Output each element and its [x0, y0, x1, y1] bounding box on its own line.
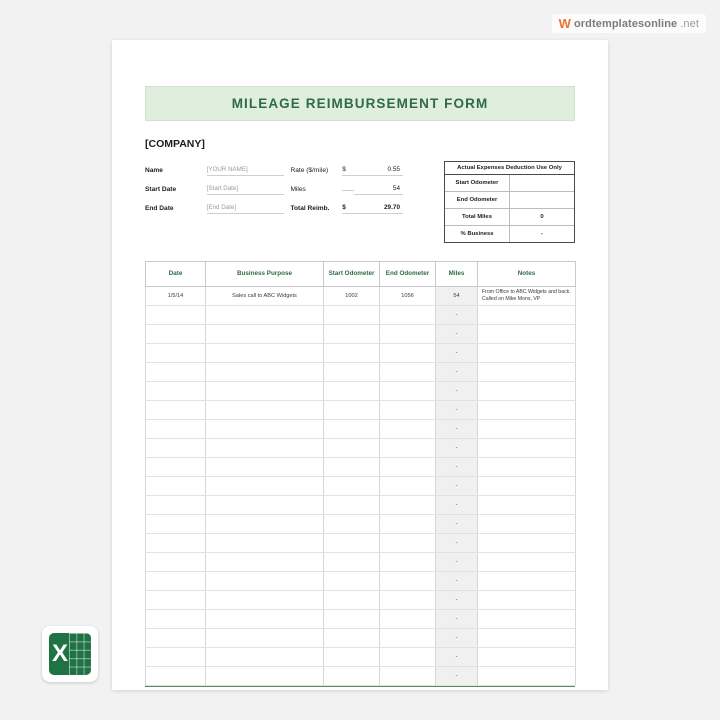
cell-notes[interactable]	[478, 477, 576, 496]
actual-expenses-header: Actual Expenses Deduction Use Only	[445, 162, 574, 175]
cell-business-purpose[interactable]	[206, 648, 324, 667]
table-row[interactable]	[146, 572, 576, 591]
info-row-end-date	[145, 199, 403, 218]
cell-start-odometer[interactable]	[324, 648, 380, 667]
cell-notes[interactable]	[478, 363, 576, 382]
watermark	[552, 14, 706, 33]
cell-end-odometer[interactable]	[380, 648, 436, 667]
cell-date[interactable]	[146, 306, 206, 325]
cell-miles[interactable]: -	[436, 401, 478, 420]
cell-end-odometer[interactable]	[380, 306, 436, 325]
cell-notes[interactable]	[478, 420, 576, 439]
miles-value[interactable]: 54	[354, 185, 403, 195]
form-title-banner	[145, 86, 575, 121]
cell-business-purpose[interactable]	[206, 420, 324, 439]
actual-start-odometer-value[interactable]	[510, 175, 574, 191]
cell-business-purpose[interactable]	[206, 553, 324, 572]
table-row[interactable]	[146, 287, 576, 306]
cell-business-purpose[interactable]	[206, 344, 324, 363]
watermark-initial: W	[558, 16, 571, 31]
cell-end-odometer[interactable]	[380, 477, 436, 496]
total-reimbursement-value[interactable]: 29.70	[354, 204, 403, 214]
column-header-miles: Miles	[436, 262, 478, 287]
cell-end-odometer[interactable]	[380, 496, 436, 515]
cell-date[interactable]	[146, 439, 206, 458]
cell-miles[interactable]: -	[436, 629, 478, 648]
cell-business-purpose[interactable]	[206, 306, 324, 325]
info-row-start-date	[145, 180, 403, 199]
cell-miles[interactable]: -	[436, 363, 478, 382]
cell-notes[interactable]: From Office to ABC Widgets and back. Called on Mike Mons, VP	[478, 287, 576, 306]
cell-business-purpose[interactable]	[206, 477, 324, 496]
cell-end-odometer[interactable]	[380, 572, 436, 591]
cell-start-odometer[interactable]	[324, 629, 380, 648]
column-header-end-odometer: End Odometer	[380, 262, 436, 287]
cell-end-odometer[interactable]	[380, 458, 436, 477]
cell-notes[interactable]	[478, 572, 576, 591]
table-body	[146, 287, 576, 686]
cell-end-odometer[interactable]	[380, 325, 436, 344]
table-row[interactable]	[146, 496, 576, 515]
cell-date[interactable]	[146, 344, 206, 363]
table-row[interactable]	[146, 515, 576, 534]
cell-miles[interactable]: -	[436, 534, 478, 553]
cell-date[interactable]	[146, 534, 206, 553]
end-date-field[interactable]: [End Date]	[207, 204, 285, 214]
cell-notes[interactable]	[478, 648, 576, 667]
cell-start-odometer[interactable]	[324, 401, 380, 420]
cell-notes[interactable]	[478, 629, 576, 648]
table-row[interactable]	[146, 458, 576, 477]
cell-start-odometer[interactable]	[324, 534, 380, 553]
cell-end-odometer[interactable]	[380, 515, 436, 534]
cell-miles[interactable]: -	[436, 610, 478, 629]
actual-row-start-odometer	[445, 175, 574, 192]
end-date-label: End Date	[145, 205, 174, 212]
cell-miles[interactable]: -	[436, 420, 478, 439]
name-label: Name	[145, 167, 163, 174]
name-field[interactable]: [YOUR NAME]	[207, 166, 285, 176]
table-row[interactable]	[146, 363, 576, 382]
cell-miles[interactable]: -	[436, 439, 478, 458]
cell-date[interactable]	[146, 477, 206, 496]
cell-end-odometer[interactable]	[380, 439, 436, 458]
cell-end-odometer[interactable]	[380, 401, 436, 420]
cell-date[interactable]	[146, 363, 206, 382]
cell-notes[interactable]	[478, 553, 576, 572]
info-fields	[145, 161, 403, 218]
cell-date[interactable]	[146, 382, 206, 401]
cell-date[interactable]	[146, 458, 206, 477]
miles-label: Miles	[290, 186, 306, 193]
cell-miles[interactable]: -	[436, 344, 478, 363]
cell-end-odometer[interactable]	[380, 363, 436, 382]
actual-total-miles-value: 0	[540, 214, 544, 220]
cell-business-purpose[interactable]	[206, 667, 324, 686]
cell-business-purpose[interactable]	[206, 534, 324, 553]
cell-start-odometer[interactable]	[324, 325, 380, 344]
cell-date[interactable]	[146, 648, 206, 667]
cell-date[interactable]	[146, 610, 206, 629]
table-row[interactable]	[146, 534, 576, 553]
cell-end-odometer[interactable]	[380, 610, 436, 629]
cell-notes[interactable]	[478, 401, 576, 420]
spreadsheet-grid-icon	[69, 633, 91, 675]
table-row[interactable]	[146, 477, 576, 496]
cell-start-odometer[interactable]	[324, 572, 380, 591]
cell-miles[interactable]: -	[436, 515, 478, 534]
cell-business-purpose[interactable]	[206, 610, 324, 629]
cell-business-purpose[interactable]: Sales call to ABC Widgets	[206, 287, 324, 306]
cell-start-odometer[interactable]	[324, 306, 380, 325]
actual-row-end-odometer	[445, 192, 574, 209]
cell-business-purpose[interactable]	[206, 325, 324, 344]
cell-business-purpose[interactable]	[206, 629, 324, 648]
cell-miles[interactable]: -	[436, 382, 478, 401]
cell-end-odometer[interactable]	[380, 553, 436, 572]
cell-start-odometer[interactable]	[324, 610, 380, 629]
cell-end-odometer[interactable]	[380, 629, 436, 648]
cell-start-odometer[interactable]	[324, 553, 380, 572]
cell-miles[interactable]: -	[436, 667, 478, 686]
cell-notes[interactable]	[478, 458, 576, 477]
cell-date[interactable]	[146, 629, 206, 648]
cell-miles[interactable]: -	[436, 572, 478, 591]
cell-miles[interactable]: -	[436, 591, 478, 610]
cell-business-purpose[interactable]	[206, 515, 324, 534]
cell-date[interactable]	[146, 591, 206, 610]
cell-start-odometer[interactable]	[324, 439, 380, 458]
cell-notes[interactable]	[478, 325, 576, 344]
actual-start-odometer-label: Start Odometer	[445, 175, 510, 191]
cell-miles[interactable]: -	[436, 458, 478, 477]
column-header-notes: Notes	[478, 262, 576, 287]
cell-end-odometer[interactable]: 1056	[380, 287, 436, 306]
actual-percent-business-value: -	[541, 231, 543, 237]
actual-row-percent-business	[445, 226, 574, 242]
table-row[interactable]	[146, 439, 576, 458]
table-row[interactable]	[146, 591, 576, 610]
cell-start-odometer[interactable]	[324, 458, 380, 477]
cell-notes[interactable]	[478, 591, 576, 610]
cell-date[interactable]	[146, 667, 206, 686]
cell-business-purpose[interactable]	[206, 591, 324, 610]
actual-expenses-box	[444, 161, 575, 243]
cell-business-purpose[interactable]	[206, 363, 324, 382]
form-info-section	[145, 161, 575, 243]
column-header-date: Date	[146, 262, 206, 287]
cell-start-odometer[interactable]	[324, 496, 380, 515]
cell-start-odometer[interactable]	[324, 344, 380, 363]
cell-date[interactable]	[146, 420, 206, 439]
cell-date[interactable]	[146, 553, 206, 572]
cell-start-odometer[interactable]: 1002	[324, 287, 380, 306]
cell-start-odometer[interactable]	[324, 591, 380, 610]
cell-business-purpose[interactable]	[206, 382, 324, 401]
actual-total-miles-label: Total Miles	[445, 209, 510, 225]
cell-start-odometer[interactable]	[324, 477, 380, 496]
info-row-name	[145, 161, 403, 180]
cell-notes[interactable]	[478, 667, 576, 686]
cell-miles[interactable]: -	[436, 306, 478, 325]
cell-notes[interactable]	[478, 610, 576, 629]
table-bottom-rule	[145, 686, 575, 687]
cell-miles[interactable]: -	[436, 648, 478, 667]
cell-business-purpose[interactable]	[206, 439, 324, 458]
cell-start-odometer[interactable]	[324, 382, 380, 401]
cell-notes[interactable]	[478, 382, 576, 401]
cell-miles[interactable]: -	[436, 553, 478, 572]
start-date-field[interactable]: [Start Date]	[207, 185, 285, 195]
actual-end-odometer-label: End Odometer	[445, 192, 510, 208]
cell-date[interactable]	[146, 515, 206, 534]
watermark-domain: .net	[680, 17, 699, 30]
table-row[interactable]	[146, 344, 576, 363]
column-header-business-purpose: Business Purpose	[206, 262, 324, 287]
start-date-label: Start Date	[145, 186, 177, 193]
cell-date[interactable]	[146, 572, 206, 591]
table-row[interactable]	[146, 401, 576, 420]
document-page	[112, 40, 608, 690]
cell-notes[interactable]	[478, 439, 576, 458]
table-row[interactable]	[146, 325, 576, 344]
cell-start-odometer[interactable]	[324, 420, 380, 439]
cell-notes[interactable]	[478, 306, 576, 325]
cell-notes[interactable]	[478, 515, 576, 534]
cell-end-odometer[interactable]	[380, 667, 436, 686]
table-row[interactable]	[146, 648, 576, 667]
cell-miles[interactable]: -	[436, 325, 478, 344]
total-reimbursement-label: Total Reimb.	[290, 205, 330, 212]
watermark-text: ordtemplatesonline	[573, 17, 678, 30]
cell-business-purpose[interactable]	[206, 401, 324, 420]
actual-row-total-miles	[445, 209, 574, 226]
cell-end-odometer[interactable]	[380, 382, 436, 401]
rate-currency: $	[342, 166, 354, 176]
page-title: MILEAGE REIMBURSEMENT FORM	[231, 96, 489, 111]
cell-start-odometer[interactable]	[324, 515, 380, 534]
cell-miles[interactable]: -	[436, 496, 478, 515]
cell-date[interactable]	[146, 401, 206, 420]
table-row[interactable]	[146, 420, 576, 439]
cell-date[interactable]: 1/5/14	[146, 287, 206, 306]
rate-value[interactable]: 0.55	[354, 166, 403, 176]
column-header-start-odometer: Start Odometer	[324, 262, 380, 287]
cell-end-odometer[interactable]	[380, 344, 436, 363]
table-row[interactable]	[146, 382, 576, 401]
actual-end-odometer-value[interactable]	[510, 192, 574, 208]
cell-date[interactable]	[146, 496, 206, 515]
excel-file-icon	[42, 626, 98, 682]
cell-notes[interactable]	[478, 344, 576, 363]
cell-business-purpose[interactable]	[206, 572, 324, 591]
cell-end-odometer[interactable]	[380, 591, 436, 610]
actual-percent-business-label: % Business	[445, 226, 510, 242]
cell-business-purpose[interactable]	[206, 496, 324, 515]
excel-letter: X	[51, 640, 68, 667]
rate-label: Rate ($/mile)	[290, 167, 329, 174]
cell-start-odometer[interactable]	[324, 667, 380, 686]
table-row[interactable]	[146, 553, 576, 572]
cell-notes[interactable]	[478, 496, 576, 515]
cell-business-purpose[interactable]	[206, 458, 324, 477]
cell-end-odometer[interactable]	[380, 534, 436, 553]
cell-miles[interactable]: 54	[436, 287, 478, 306]
cell-date[interactable]	[146, 325, 206, 344]
table-header-row	[146, 262, 576, 287]
table-row[interactable]	[146, 629, 576, 648]
cell-end-odometer[interactable]	[380, 420, 436, 439]
table-row[interactable]	[146, 667, 576, 686]
cell-notes[interactable]	[478, 534, 576, 553]
mileage-table	[145, 261, 576, 686]
miles-currency	[342, 188, 354, 191]
cell-start-odometer[interactable]	[324, 363, 380, 382]
total-reimbursement-currency: $	[342, 204, 354, 214]
table-row[interactable]	[146, 306, 576, 325]
company-name: [COMPANY]	[145, 138, 205, 150]
table-row[interactable]	[146, 610, 576, 629]
cell-miles[interactable]: -	[436, 477, 478, 496]
